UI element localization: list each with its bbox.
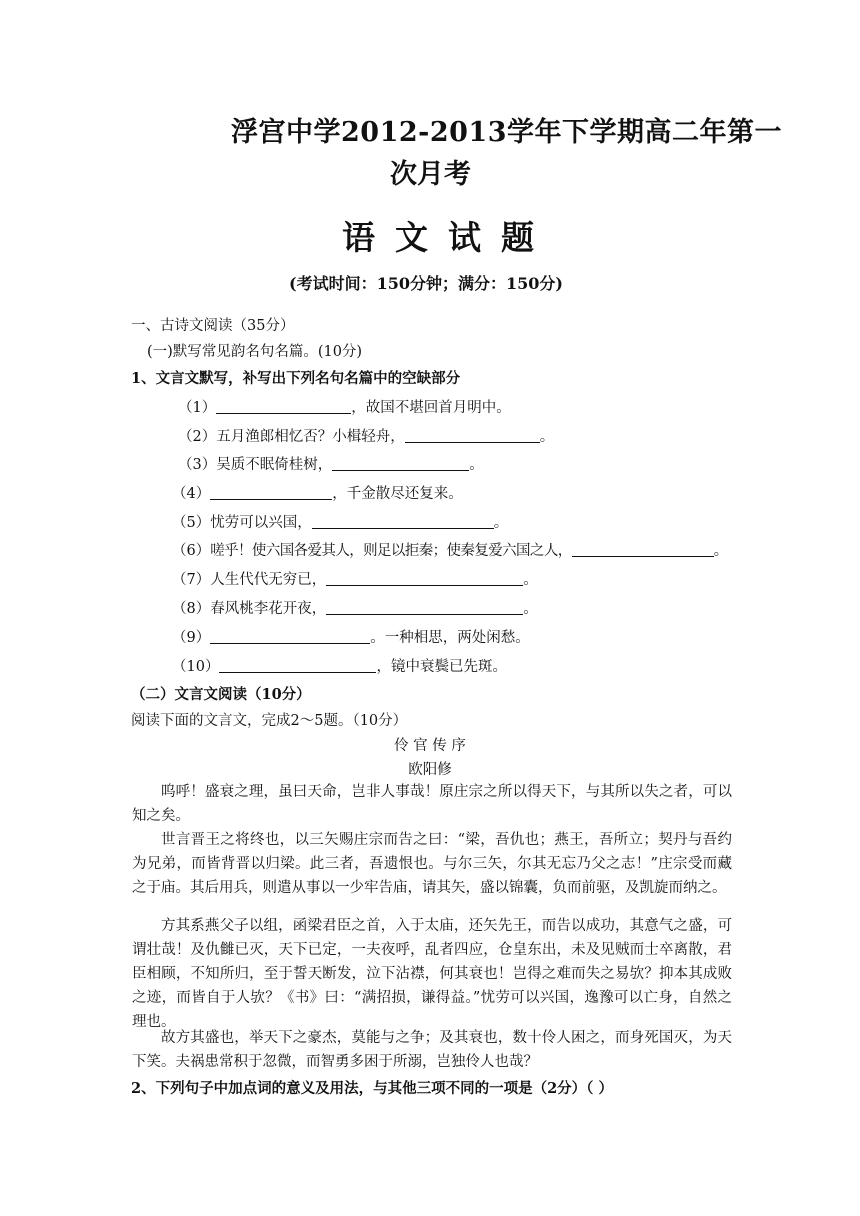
item-text: 人生代代无穷已，	[210, 572, 327, 588]
fill-item-9	[172, 626, 530, 647]
answer-blank[interactable]	[572, 542, 714, 557]
section1-heading: 一、古诗文阅读（35分）	[131, 318, 295, 334]
answer-blank[interactable]	[216, 399, 351, 414]
answer-blank[interactable]	[405, 428, 540, 443]
item-number: （6）	[172, 543, 211, 559]
article-paragraph-4: 故方其盛也，举天下之豪杰，莫能与之争；及其衰也，数十伶人困之，而身死国灭，为天下笑。夫祸患常积于忽微，而智勇多困于所溺，岂独伶人也哉？	[132, 1030, 732, 1070]
fill-item-5	[172, 511, 508, 532]
article-paragraph-1: 呜呼！盛衰之理，虽曰天命，岂非人事哉！原庄宗之所以得天下，与其所以失之者，可以知之矣。	[132, 784, 732, 824]
item-number: （8）	[172, 601, 211, 617]
reading-instruction: 阅读下面的文言文，完成2～5题。（10分）	[131, 713, 408, 729]
item-text: ，故国不堪回首月明中。	[351, 400, 511, 416]
item-text: 。	[713, 543, 729, 559]
item-number: （9）	[172, 630, 211, 646]
subject-title: 语文试题	[342, 218, 554, 257]
item-text: 春风桃李花开夜，	[210, 601, 327, 617]
item-text: ，镜中衰鬓已先斑。	[376, 659, 507, 675]
answer-blank[interactable]	[210, 485, 332, 500]
fill-item-3	[178, 453, 484, 474]
item-number: （1）	[178, 400, 217, 416]
answer-blank[interactable]	[210, 629, 370, 644]
question2-title: 2、下列句子中加点词的意义及用法，与其他三项不同的一项是（2分）（ ）	[131, 1080, 613, 1097]
fill-item-2	[178, 425, 554, 446]
item-text: 。	[523, 572, 538, 588]
item-text: 。	[523, 601, 538, 617]
item-text: 。	[469, 457, 484, 473]
item-number: （10）	[172, 659, 220, 675]
article-author: 欧阳修	[408, 762, 452, 778]
answer-blank[interactable]	[326, 571, 523, 586]
exam-info: (考试时间：150分钟；满分：150分)	[289, 274, 563, 293]
item-number: （4）	[172, 486, 211, 502]
item-text: 吴质不眠倚桂树，	[216, 457, 333, 473]
fill-item-6	[172, 539, 728, 560]
answer-blank[interactable]	[219, 658, 376, 673]
fill-item-8	[172, 597, 538, 618]
item-text: 。一种相思，两处闲愁。	[370, 630, 530, 646]
answer-blank[interactable]	[326, 600, 523, 615]
item-number: （7）	[172, 572, 211, 588]
answer-blank[interactable]	[332, 456, 469, 471]
article-paragraph-2: 世言晋王之将终也，以三矢赐庄宗而告之曰：“梁，吾仇也；燕王，吾所立；契丹与吾约为兄弟，而皆背晋以归梁。此三者，吾遗恨也。与尔三矢，尔其无忘乃父之志！”庄宗受而藏之于庙。其后用兵，则遣从事以一少牢告庙，请其矢，盛以锦囊，负而前驱，及凯旋而纳之。	[132, 832, 732, 896]
item-text: ，千金散尽还复来。	[332, 486, 463, 502]
fill-item-1	[178, 396, 511, 417]
item-text: 。	[539, 429, 555, 445]
answer-blank[interactable]	[312, 514, 494, 529]
exam-title-line2: 次月考	[390, 159, 471, 190]
exam-title-line1: 浮宫中学2012-2013学年下学期高二年第一	[231, 117, 782, 148]
item-number: （2）	[178, 429, 217, 445]
section2-heading: （二）文言文阅读（10分）	[131, 686, 311, 703]
fill-item-4	[172, 482, 463, 503]
item-number: （3）	[178, 457, 217, 473]
item-number: （5）	[172, 515, 211, 531]
item-text: 忧劳可以兴国，	[210, 515, 312, 531]
question1-title: 1、文言文默写，补写出下列名句名篇中的空缺部分	[131, 370, 461, 387]
item-text: 嗟乎！使六国各爱其人，则足以拒秦；使秦复爱六国之人，	[210, 543, 572, 559]
subsection1-heading: (一)默写常见韵名句名篇。(10分)	[147, 344, 363, 360]
item-text: 。	[493, 515, 509, 531]
fill-item-10	[172, 655, 507, 676]
item-text: 五月渔郎相忆否？小楫轻舟，	[216, 429, 405, 445]
fill-item-7	[172, 568, 538, 589]
article-paragraph-3: 方其系燕父子以组，函梁君臣之首，入于太庙，还矢先王，而告以成功，其意气之盛，可谓壮哉！及仇雠已灭，天下已定，一夫夜呼，乱者四应，仓皇东出，未及见贼而士卒离散，君臣相顾，不知所归，至于誓天断发，泣下沾襟，何其衰也！岂得之难而失之易欤？抑本其成败之迹，而皆自于人欤？《书》曰：“满招损，谦得益。”忧劳可以兴国，逸豫可以亡身，自然之理也。	[132, 918, 732, 1030]
article-title: 伶 官 传 序	[394, 738, 466, 754]
